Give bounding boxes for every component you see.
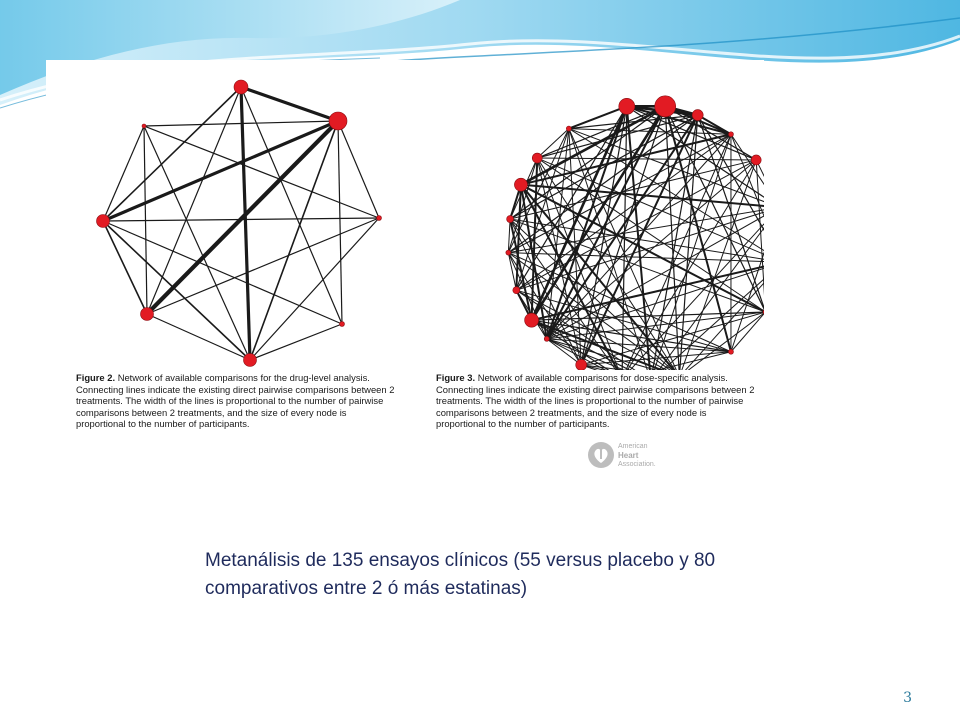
fig3-edge — [508, 253, 764, 263]
fig3-node — [728, 349, 733, 354]
fig2-edge — [338, 121, 379, 218]
fig2-edge — [147, 87, 241, 314]
fig3-edge — [508, 129, 568, 253]
fig3-node — [692, 110, 703, 121]
figure-3-caption-text: Network of available comparisons for dose-specific analysis. Connecting lines indicate the existing direct pairwise comparisons between 2 treatments. The width of the lines is proportional to the number of pairwise comparisons between 2 treatments, and the size of every node is proportional to the number of participants. — [436, 372, 755, 430]
fig2-edge — [250, 218, 379, 360]
fig2-node — [329, 112, 347, 130]
fig2-node — [97, 215, 110, 228]
fig2-edge — [338, 121, 342, 324]
fig3-node — [655, 96, 676, 117]
fig3-node — [506, 250, 511, 255]
figure-3-label: Figure 3. — [436, 372, 476, 383]
fig2-edge — [241, 87, 250, 360]
figure-2-caption-text: Network of available comparisons for the drug-level analysis. Connecting lines indicate the existing direct pairwise comparisons between 2 treatments. The width of the lines is proportional to the number of pairwise comparisons between 2 treatments, and the size of every node is proportional to the number of participants. — [76, 372, 395, 430]
fig2-node — [234, 80, 248, 94]
figure-panel — [46, 60, 764, 468]
fig2-node — [244, 354, 257, 367]
fig3-node — [544, 336, 549, 341]
fig2-edge — [147, 314, 250, 360]
figure-3-caption — [436, 372, 758, 430]
fig2-node — [377, 216, 382, 221]
summary-text: Metanálisis de 135 ensayos clínicos (55 versus placebo y 80 comparativos entre 2 ó más estatinas) — [205, 550, 716, 599]
fig2-edge — [103, 87, 241, 221]
fig2-node — [340, 322, 345, 327]
logo-text-line-3: Association. — [618, 461, 656, 468]
page-number: 3 — [903, 690, 912, 706]
fig3-node — [576, 359, 587, 370]
fig3-node — [728, 132, 733, 137]
fig2-edge — [241, 87, 338, 121]
fig3-node — [566, 126, 571, 131]
fig3-node — [513, 287, 520, 294]
fig2-node — [141, 308, 154, 321]
fig3-node — [525, 313, 539, 327]
fig3-node — [514, 178, 527, 191]
fig2-node — [142, 124, 146, 128]
fig2-edge — [103, 221, 147, 314]
american-heart-association-logo — [586, 440, 676, 470]
network-diagrams — [46, 60, 764, 370]
fig2-edge — [147, 218, 379, 314]
fig3-node — [507, 216, 514, 223]
network-figure-3 — [506, 96, 764, 370]
heart-torch-icon — [586, 440, 616, 470]
fig3-node — [751, 155, 761, 165]
fig3-node — [619, 98, 635, 114]
logo-text-line-1: American — [618, 443, 648, 450]
logo-text-line-2: Heart — [618, 451, 639, 460]
fig3-edge — [679, 160, 756, 370]
figure-2-label: Figure 2. — [76, 372, 116, 383]
fig3-edge — [537, 106, 665, 158]
fig3-node — [532, 153, 542, 163]
fig3-edge — [731, 312, 764, 352]
figure-2-caption — [76, 372, 396, 430]
fig2-edge — [250, 324, 342, 360]
network-figure-2 — [97, 80, 382, 367]
